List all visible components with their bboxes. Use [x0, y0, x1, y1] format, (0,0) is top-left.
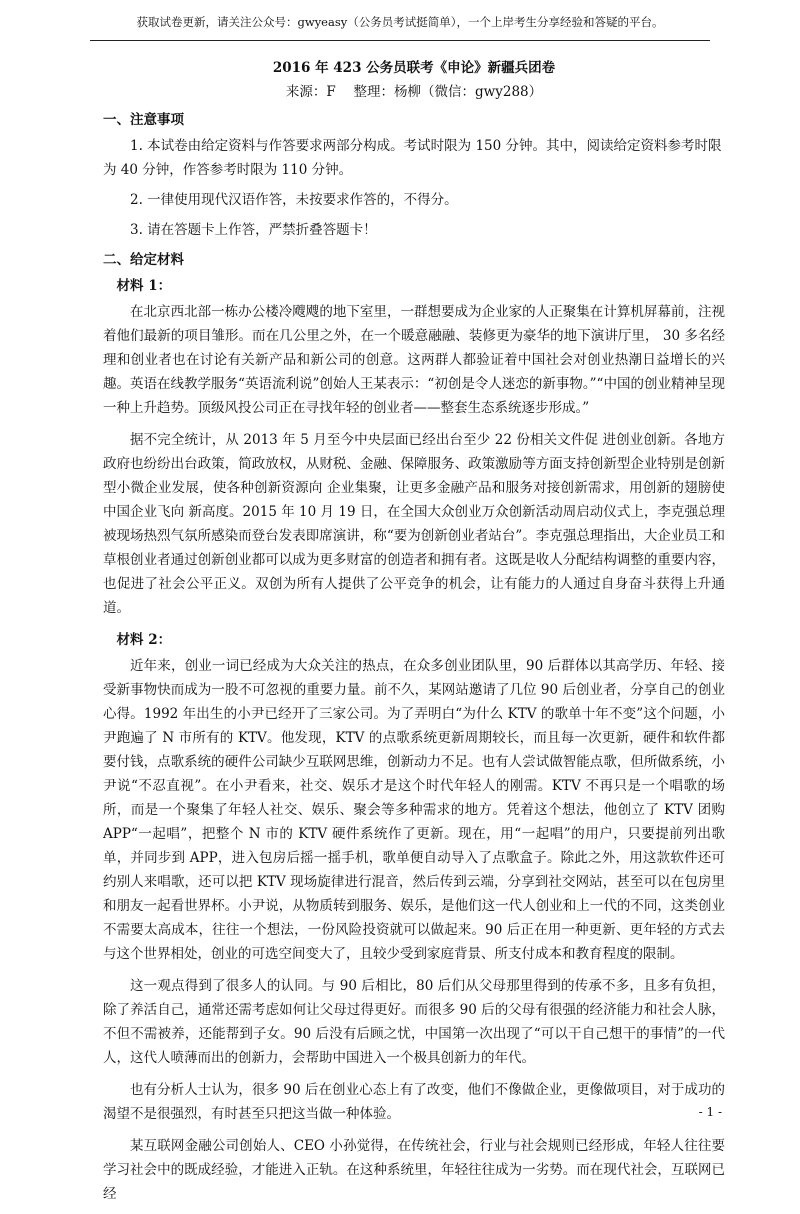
material-2-paragraph: 这一观点得到了很多人的认同。与 90 后相比，80 后们从父母那里得到的传承不多，且多有负担，除了养活自己，通常还需考虑如何让父母过得更好。而很多 90 后的父母有很强的经济能力和社会人脉，不但不需被养，还能帮到子女。90 后没有后顾之忧，中国第一次出现了“可以干自己想干的事情”的一代人，这代人喷薄而出的创新力，会帮助中国进入一个极具创新力的年代。 — [103, 978, 725, 1066]
note-item-2: 2. 一律使用现代汉语作答，未按要求作答的，不得分。 — [130, 192, 458, 208]
material-2-label: 材料 2： — [116, 632, 172, 648]
document-source: 来源：F 整理：杨柳（微信：gwy288） — [285, 84, 543, 100]
material-2-paragraph: 某互联网金融公司创始人、CEO 小孙觉得，在传统社会，行业与社会规则已经形成，年轻人往往要学习社会中的既成经验，才能进入正轨。在这种系统里，年轻往往成为一劣势。而在现代社会，互联网已经 — [103, 1138, 725, 1202]
material-2-paragraph: 近年来，创业一词已经成为大众关注的热点，在众多创业团队里，90 后群体以其高学历、年轻、接受新事物快而成为一股不可忽视的重要力量。前不久，某网站邀请了几位 90 后创业者，分享自己的创业心得。1992 年出生的小尹已经开了三家公司。为了弄明白“为什么 KTV 的歌单十年不变”这个问题，小尹跑遍了 N 市所有的 KTV。他发现，KTV 的点歌系统更新周期较长，而且每一次更新，硬件和软件都要付钱，点歌系统的硬件公司缺少互联网思维，创新动力不足。也有人尝试做智能点歌，但所做系统，小尹说“不忍直视”。在小尹看来，社交、娱乐才是这个时代年轻人的刚需。KTV 不再只是一个唱歌的场所，而是一个聚集了年轻人社交、娱乐、聚会等多种需求的地方。凭着这个想法，他创立了 KTV 团购 APP“一起唱”，把整个 N 市的 KTV 硬件系统作了更新。现在，用“一起唱”的用户，只要提前列出歌单，并同步到 APP，进入包房后摇一摇手机，歌单便自动导入了点歌盒子。除此之外，用这款软件还可约别人来唱歌，还可以把 KTV 现场旋律进行混音，然后传到云端，分享到社交网站，甚至可以在包房里和朋友一起看世界杯。小尹说，从物质转到服务、娱乐，是他们这一代人创业和上一代的不同，这类创业不需要太高成本，往往一个想法，一份风险投资就可以做起来。90 后正在用一种更新、更年轻的方式去与这个世界相处，创业的可选空间变大了，且较少受到家庭背景、所支付成本和教育程度的限制。 — [103, 658, 725, 962]
section-heading-notes: 一、注意事项 — [103, 112, 184, 128]
section-heading-materials: 二、给定材料 — [103, 252, 184, 268]
page-number: - 1 - — [698, 1105, 722, 1119]
material-1-paragraph: 据不完全统计，从 2013 年 5 月至今中央层面已经出台至少 22 份相关文件促 进创业创新。各地方政府也纷纷出台政策，简政放权，从财税、金融、保障服务、政策激励等方面支持创新型企业特别是创新型小微企业发展，使各种创新资源向 企业集聚，让更多金融产品和服务对接创新需求，用创新的翅膀使中国企业飞向 新高度。2015 年 10 月 19 日，在全国大众创业万众创新活动周启动仪式上，李克强总理被现场热烈气氛所感染而登台发表即席演讲，称“要为创新创业者站台”。李克强总理指出，大企业员工和草根创业者通过创新创业都可以成为更多财富的创造者和拥有者。这既是收人分配结构调整的重要内容，也促进了社会公平正义。双创为所有人提供了公平竞争的机会，让有能力的人通过自身奋斗获得上升通道。 — [103, 432, 725, 616]
note-item-1: 1. 本试卷由给定资料与作答要求两部分构成。考试时限为 150 分钟。其中，阅读给定资料参考时限为 40 分钟，作答参考时限为 110 分钟。 — [103, 138, 722, 178]
header-notice: 获取试卷更新，请关注公众号：gwyeasy（公务员考试挺简单），一个上岸考生分享经验和答疑的平台。 — [90, 10, 710, 41]
material-1-paragraph: 在北京西北部一栋办公楼冷飕飕的地下室里，一群想要成为企业家的人正聚集在计算机屏幕前，注视着他们最新的项目雏形。而在几公里之外，在一个暖意融融、装修更为豪华的地下演讲厅里， 30 多名经理和创业者也在讨论有关新产品和新公司的创意。这两群人都验证着中国社会对创业热潮日益增长的兴趣。英语在线教学服务“英语流利说”创始人王某表示：“初创是令人迷恋的新事物。”“中国的创业精神呈现一种上升趋势。顶级风投公司正在寻找年轻的创业者——整套生态系统逐步形成。” — [103, 304, 725, 416]
material-1-label: 材料 1： — [116, 278, 172, 294]
material-2-paragraph: 也有分析人士认为，很多 90 后在创业心态上有了改变，他们不像做企业，更像做项目，对于成功的渴望不是很强烈，有时甚至只把这当做一种体验。 — [103, 1082, 725, 1122]
note-item-3: 3. 请在答题卡上作答，严禁折叠答题卡！ — [130, 222, 377, 238]
document-title: 2016 年 423 公务员联考《申论》新疆兵团卷 — [272, 60, 556, 76]
document-body — [103, 56, 725, 1214]
